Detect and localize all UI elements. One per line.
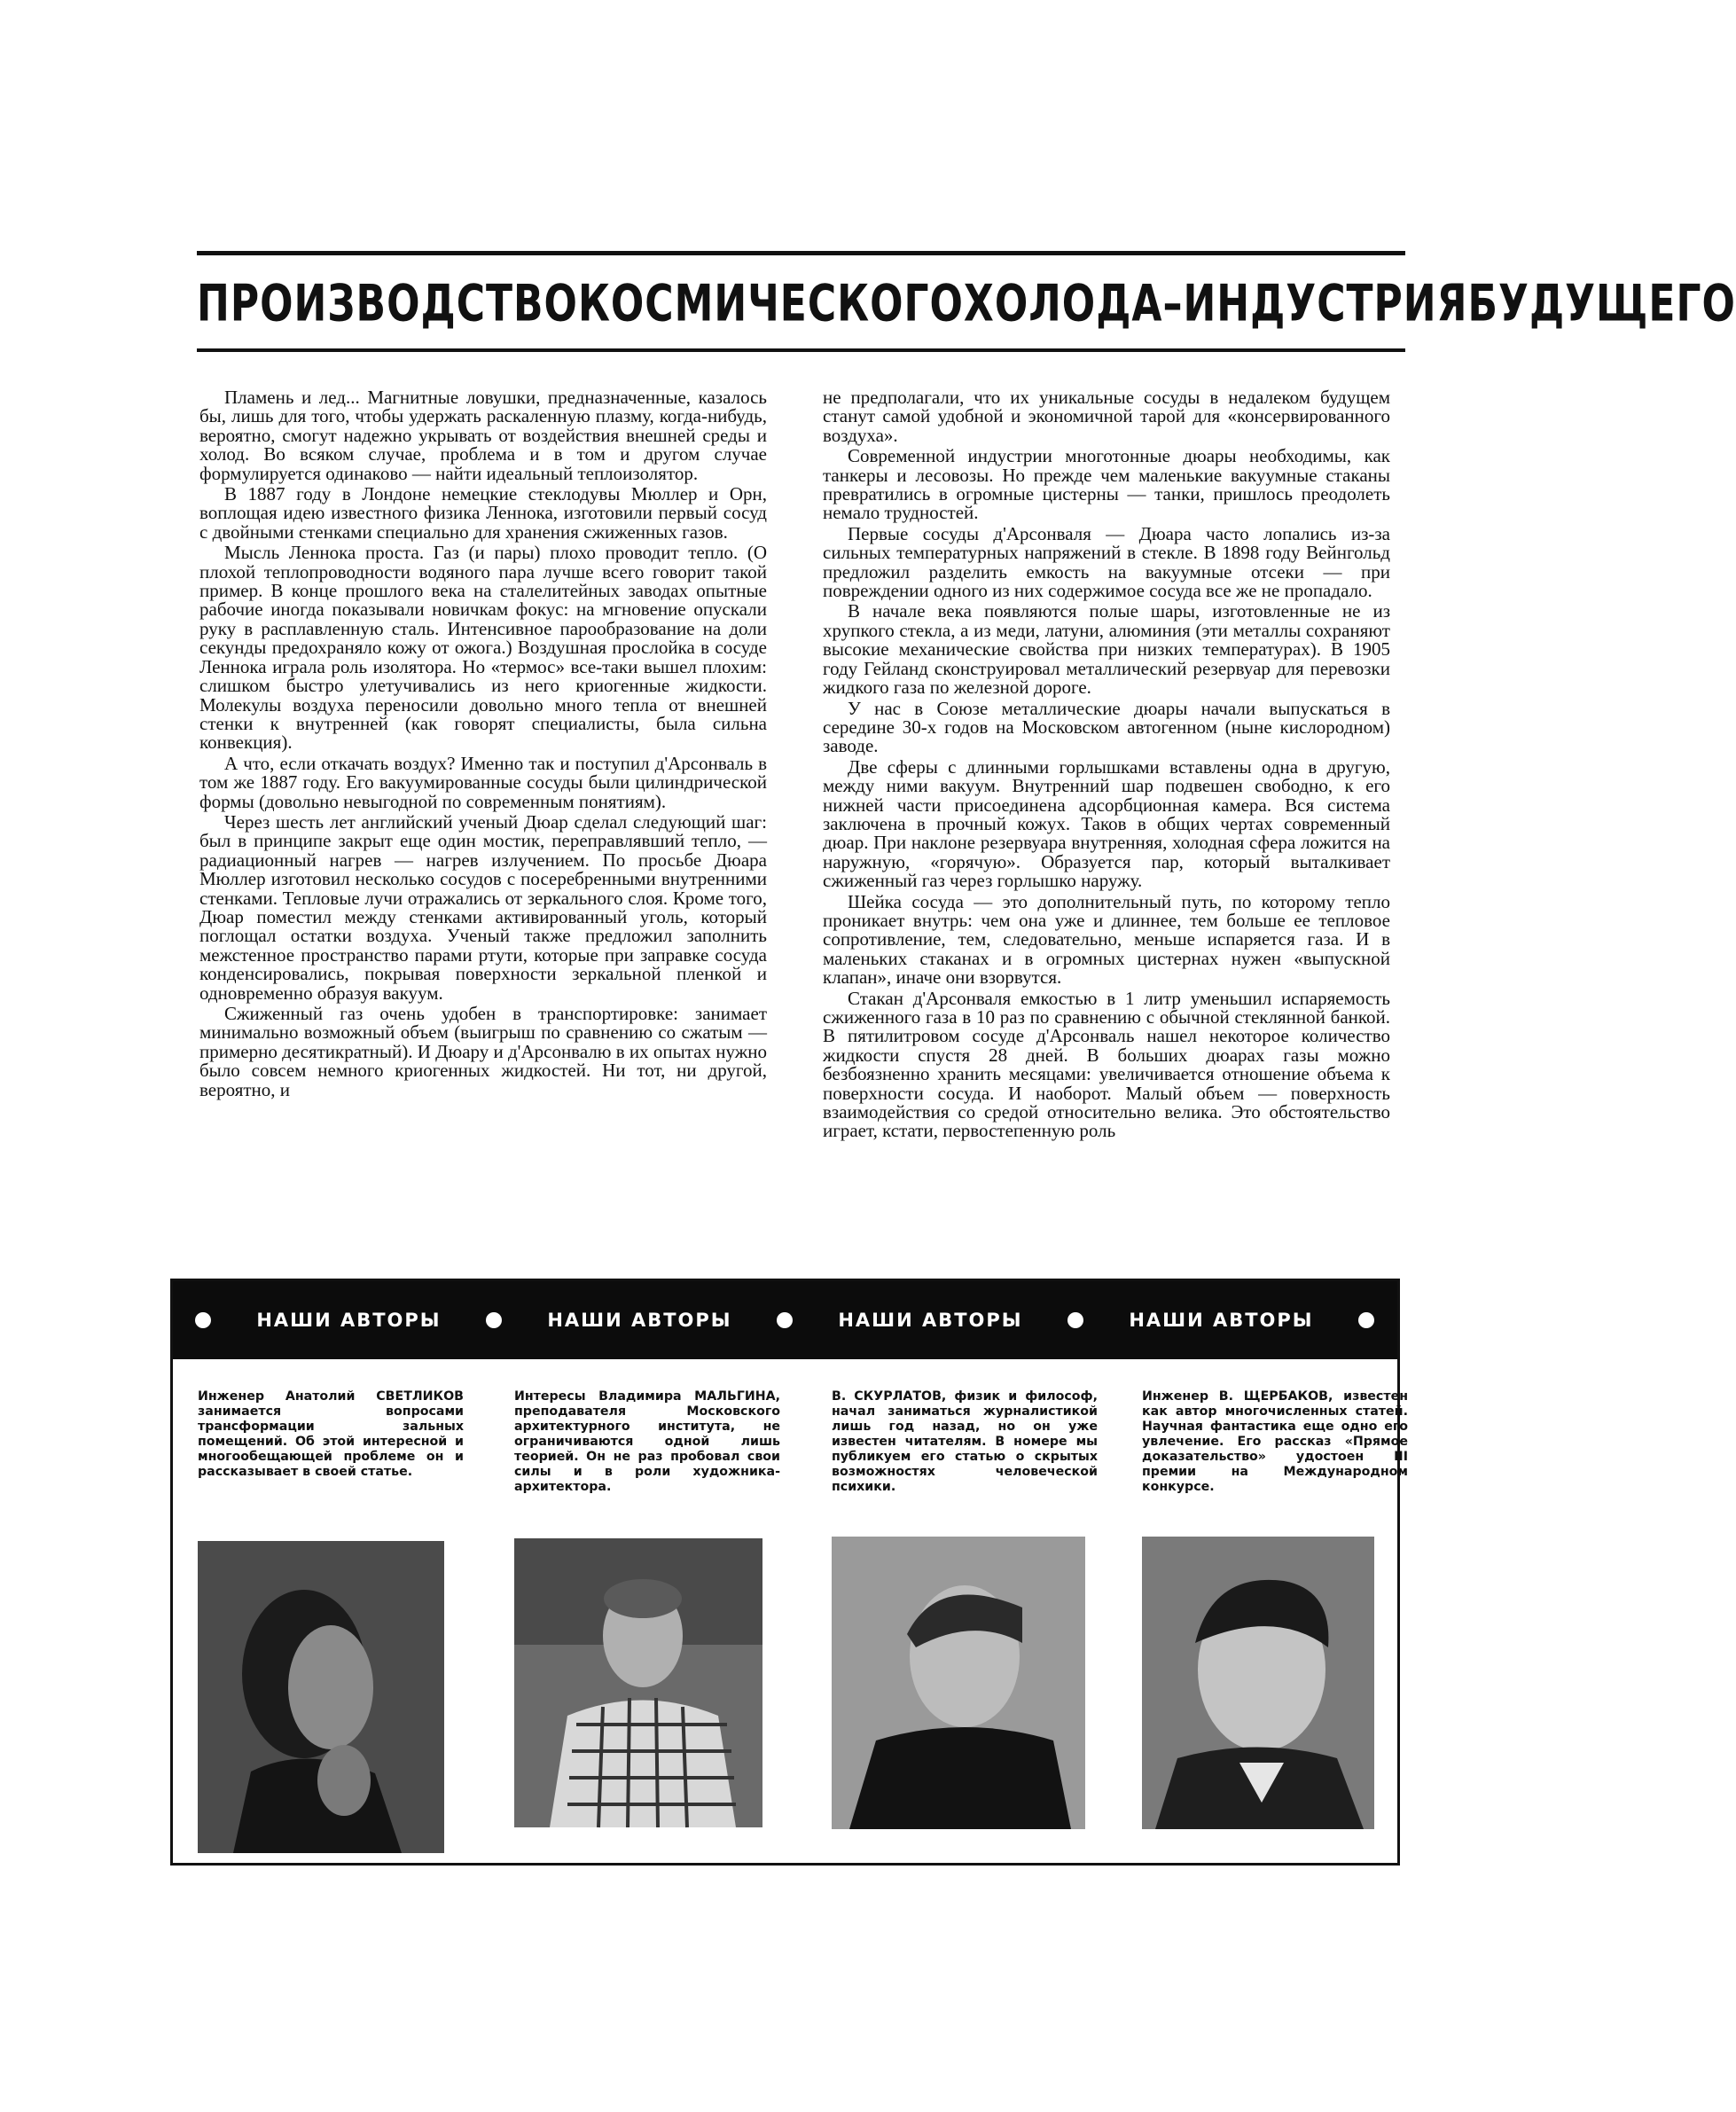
paragraph: Шейка сосуда — это дополнительный путь, по которому тепло проникает внутрь: чем она уже и длиннее, тем больше ее тепловое сопротивление, тем, следовательно, меньше испаряется газа. И в маленьких стаканах и в огромных цистернах нужен «выпускной клапан», иначе они взорвутся. [823,890,1390,989]
author-bio: Интересы Владимира МАЛЬГИНА, преподавателя Московского архитектурного института, не ограничиваются одной лишь теорией. Он не раз пробовал свои силы и в роли художника-архитектора. [514,1389,780,1494]
bullet-icon [486,1312,502,1328]
portrait-image [198,1541,444,1853]
banner-label: НАШИ АВТОРЫ [1129,1310,1314,1331]
portrait-image [514,1538,762,1827]
paragraph: не предполагали, что их уникальные сосуды в недалеком будущем станут самой удобной и экономичной тарой для «консервированного воздуха». [823,387,1390,446]
headline-word-5: БУДУЩЕГО [1467,273,1736,333]
paragraph: Пламень и лед... Магнитные ловушки, предназначенные, казалось бы, лишь для того, чтобы удержать раскаленную плазму, когда-нибудь, вероятно, смогут надежно укрывать от воздействия внешней среды и холод. Во всяком случае, проблема и в том и другом случае формулируется одинаково — найти идеальный теплоизолятор. [199,387,767,484]
article-headline [197,250,1736,356]
paragraph: В 1887 году в Лондоне немецкие стеклодувы Мюллер и Орн, воплощая идею известного физика Леннока, изготовили первый сосуд с двойными стенками специально для хранения сжиженных газов. [199,483,767,543]
author-photo-skurlatov [832,1537,1085,1829]
headline-dash: – [1162,273,1184,333]
our-authors-section [170,1279,1408,1866]
headline-word-3: ХОЛОДА [963,273,1163,333]
our-authors-banner [173,1281,1397,1359]
paragraph: Сжиженный газ очень удобен в транспортировке: занимает минимально возможный объем (выигрыш по сравнению со сжатым — примерно десятикратный). И Дюару и д'Арсонвалю в их опытах нужно было совсем немного криогенных жидкостей. Ни тот, ни другой, вероятно, и [199,1003,767,1100]
banner-label: НАШИ АВТОРЫ [256,1310,442,1331]
headline-word-4: ИНДУСТРИЯ [1183,273,1468,333]
author-card-skurlatov [832,1389,1098,1514]
headline-bottom-rule [197,348,1405,352]
article-column-left [199,388,767,1240]
author-bio: Инженер Анатолий СВЕТЛИКОВ занимается вопросами трансформации зальных помещений. Об этой интересной и многообещающей проблеме он и рассказывает в своей статье. [198,1389,464,1479]
paragraph: Первые сосуды д'Арсонваля — Дюара часто лопались из-за сильных температурных напряжений в стекле. В 1898 году Вейнгольд предложил разделить емкость на вакуумные отсеки — при повреждении одного из них содержимое сосуда все же не пропадало. [823,522,1390,602]
paragraph: Мысль Леннока проста. Газ (и пары) плохо проводит тепло. (О плохой теплопроводности водяного пара лучше всего говорит такой пример. В конце прошлого века на сталелитейных заводах опытные рабочие иногда показывали новичкам фокус: на мгновение опускали руку в расплавленную сталь. Интенсивное парообразование на доли секунды предохраняло кожу от ожога.) Воздушная прослойка в сосуде Леннока играла роль изолятора. Но «термос» все-таки вышел плохим: слишком быстро улетучивались из него криогенные жидкости. Молекулы воздуха переносили довольно много тепла от внешней стенки к внутренней (как говорят специалисты, была сильна конвекция). [199,542,767,754]
paragraph: У нас в Союзе металлические дюары начали выпускаться в середине 30-х годов на Московском автогенном (ныне кислородном) заводе. [823,697,1390,757]
paragraph: Через шесть лет английский ученый Дюар сделал следующий шаг: был в принципе закрыт еще один мостик, переправлявший тепло, — радиационный нагрев — нагрев излучением. По просьбе Дюара Мюллер изготовил несколько сосудов с посеребренными внутренними стенками. Тепловые лучи отражались от зеркального слоя. Кроме того, Дюар поместил между стенками активированный уголь, который поглощал остатки воздуха. Ученый также предложил заполнить межстенное пространство парами ртути, которые при заправке сосуда конденсировались, покрывая поверхности зеркальной пленкой и одновременно образуя вакуум. [199,810,767,1004]
author-photo-svetlikov [198,1541,444,1853]
article-column-right [823,388,1390,1240]
portrait-image [832,1537,1085,1829]
paragraph: Две сферы с длинными горлышками вставлены одна в другую, между ними вакуум. Внутренний шар подвешен свободно, к его нижней части присоединена адсорбционная камера. Вся система заключена в прочный кожух. Таков в общих чертах современный дюар. При наклоне резервуара внутренняя, холодная сфера ложится на наружную, «горячую». Образуется пар, который выталкивает сжиженный газ через горлышко наружу. [823,755,1390,892]
author-card-svetlikov [198,1389,464,1514]
bullet-icon [195,1312,211,1328]
author-bio: Инженер В. ЩЕРБАКОВ, известен как автор многочисленных статей. Научная фантастика еще одно его увлечение. Его рассказ «Прямое доказательство» удостоен III премии на Международном конкурсе. [1142,1389,1408,1494]
bullet-icon [777,1312,793,1328]
portrait-image [1142,1537,1374,1829]
paragraph: Современной индустрии многотонные дюары необходимы, как танкеры и лесовозы. Но прежде чем маленькие вакуумные стаканы превратились в огромные цистерны — танки, пришлось преодолеть немало трудностей. [823,445,1390,524]
paragraph: Стакан д'Арсонваля емкостью в 1 литр уменьшил испаряемость сжиженного газа в 10 раз по сравнению с обычной стеклянной банкой. В пятилитровом сосуде д'Арсонваль нашел некоторое количество жидкости спустя 28 дней. В больших дюарах газы можно безбоязненно хранить месяцами: увеличивается отношение объема к поверхности сосуда. И наоборот. Малый объем — поверхность взаимодействия со средой относительно велика. Это обстоятельство играет, кстати, первостепенную роль [823,987,1390,1142]
author-card-malgin [514,1389,780,1514]
author-card-shcherbakov [1142,1389,1408,1514]
headline-word-2: КОСМИЧЕСКОГО [577,273,964,333]
banner-label: НАШИ АВТОРЫ [838,1310,1023,1331]
paragraph: А что, если откачать воздух? Именно так и поступил д'Арсонваль в том же 1887 году. Его вакуумированные сосуды были цилиндрической формы (довольно невыгодной по современным понятиям). [199,752,767,812]
bullet-icon [1358,1312,1374,1328]
author-photo-malgin [514,1538,762,1827]
headline-word-1: ПРОИЗВОДСТВО [197,273,578,333]
author-bio: В. СКУРЛАТОВ, физик и философ, начал заниматься журналистикой лишь год назад, но он уже известен читателям. В номере мы публикуем его статью о скрытых возможностях человеческой психики. [832,1389,1098,1494]
bullet-icon [1067,1312,1083,1328]
author-photo-shcherbakov [1142,1537,1374,1829]
banner-label: НАШИ АВТОРЫ [547,1310,732,1331]
paragraph: В начале века появляются полые шары, изготовленные не из хрупкого стекла, а из меди, латуни, алюминия (эти металлы сохраняют высокие механические свойства при низких температурах). В 1905 году Гейланд сконструировал металлический резервуар для перевозки жидкого газа по железной дороге. [823,600,1390,699]
